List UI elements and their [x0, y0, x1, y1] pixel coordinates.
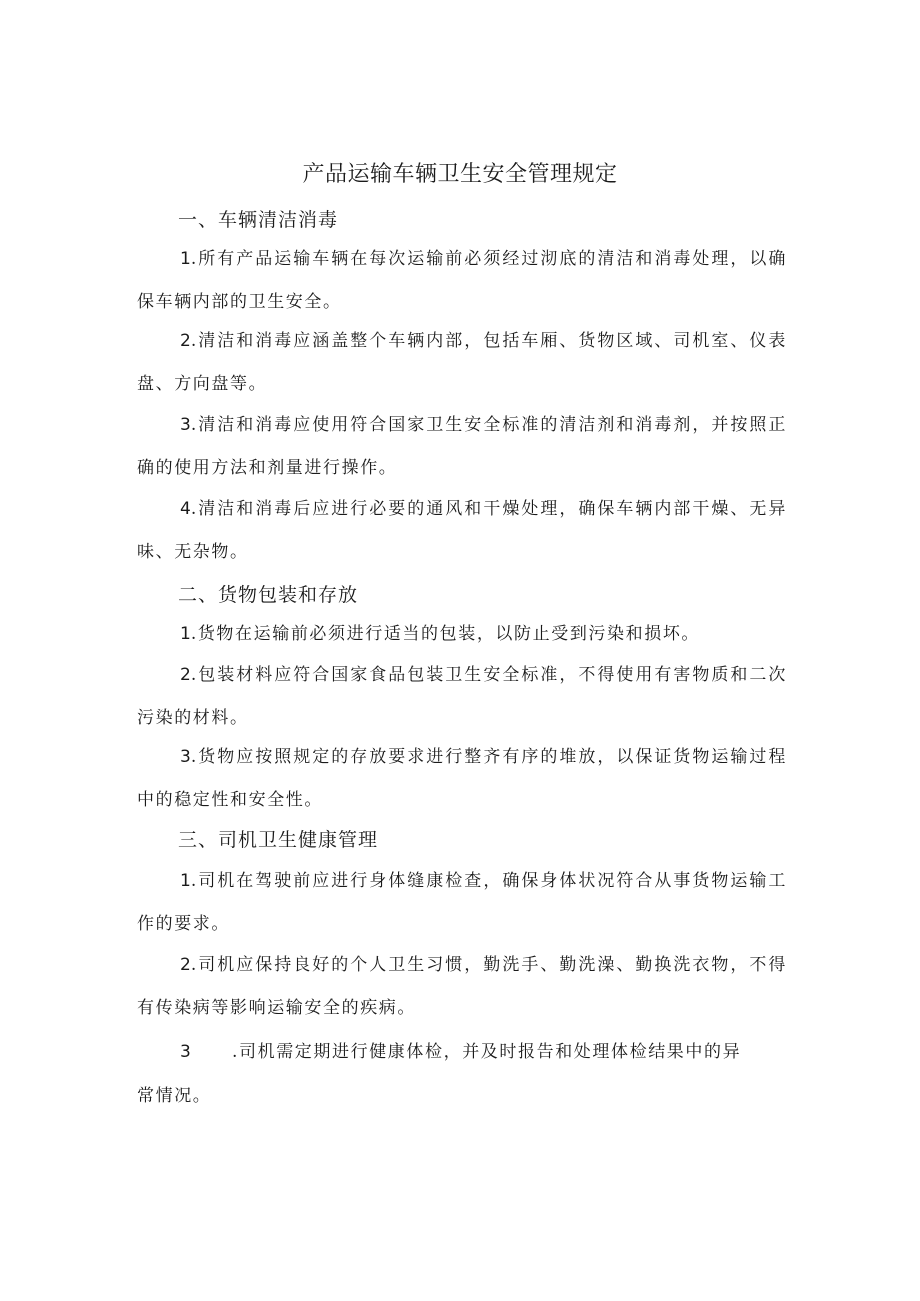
paragraph-3-3-line2: 常情况。 [137, 1086, 212, 1106]
paragraph-1-1 [137, 238, 787, 324]
item-number: 2 [180, 331, 191, 351]
item-number: 3 [180, 747, 191, 767]
item-text: .所有产品运输车辆在每次运输前必须经过沏底的清洁和消毒处理，以确保车辆内部的卫生安全。 [137, 249, 787, 312]
section-heading-3: 三、司机卫生健康管理 [178, 829, 379, 851]
item-text: .清洁和消毒应涵盖整个车辆内部，包括车厢、货物区域、司机室、仪表盘、方向盘等。 [137, 331, 787, 394]
item-number: 1 [180, 624, 191, 644]
paragraph-1-3 [137, 404, 787, 490]
item-number: 4 [180, 499, 191, 519]
item-text: .包装材料应符合国家食品包装卫生安全标准，不得使用有害物质和二次污染的材料。 [137, 665, 787, 728]
item-number: 2 [180, 955, 191, 975]
document-title: 产品运输车辆卫生安全管理规定 [302, 162, 618, 187]
item-text: .货物在运输前必须进行适当的包装，以防止受到污染和损坏。 [190, 624, 701, 644]
paragraph-3-3-line1 [180, 1037, 741, 1062]
item-text: .司机应保持良好的个人卫生习惯，勤洗手、勤洗澡、勤换洗衣物，不得有传染病等影响运输安全的疾病。 [137, 955, 787, 1018]
item-number: 3 [180, 1042, 193, 1062]
item-text: .清洁和消毒后应进行必要的通风和干燥处理，确保车辆内部干燥、无异味、无杂物。 [137, 499, 787, 562]
item-number: 2 [180, 665, 191, 685]
item-number: 1 [180, 871, 191, 891]
paragraph-1-2 [137, 320, 787, 406]
paragraph-1-4 [137, 488, 787, 574]
item-text: .司机在驾驶前应进行身体缝康检查，确保身体状况符合从事货物运输工作的要求。 [137, 871, 787, 934]
item-text: .货物应按照规定的存放要求进行整齐有序的堆放，以保证货物运输过程中的稳定性和安全性。 [137, 747, 787, 810]
paragraph-3-1 [137, 860, 787, 946]
paragraph-2-1 [137, 613, 787, 656]
paragraph-2-3 [137, 736, 787, 822]
section-heading-2: 二、货物包装和存放 [178, 584, 359, 606]
paragraph-2-2 [137, 654, 787, 740]
item-text: .清洁和消毒应使用符合国家卫生安全标准的清洁剂和消毒剂，并按照正确的使用方法和剂量进行操作。 [137, 415, 787, 478]
item-number: 1 [180, 249, 191, 269]
item-number: 3 [180, 415, 191, 435]
section-heading-1: 一、车辆清洁消毒 [178, 209, 339, 231]
item-text: .司机需定期进行健康体检，并及时报告和处理体检结果中的异 [232, 1042, 742, 1062]
paragraph-3-2 [137, 944, 787, 1030]
